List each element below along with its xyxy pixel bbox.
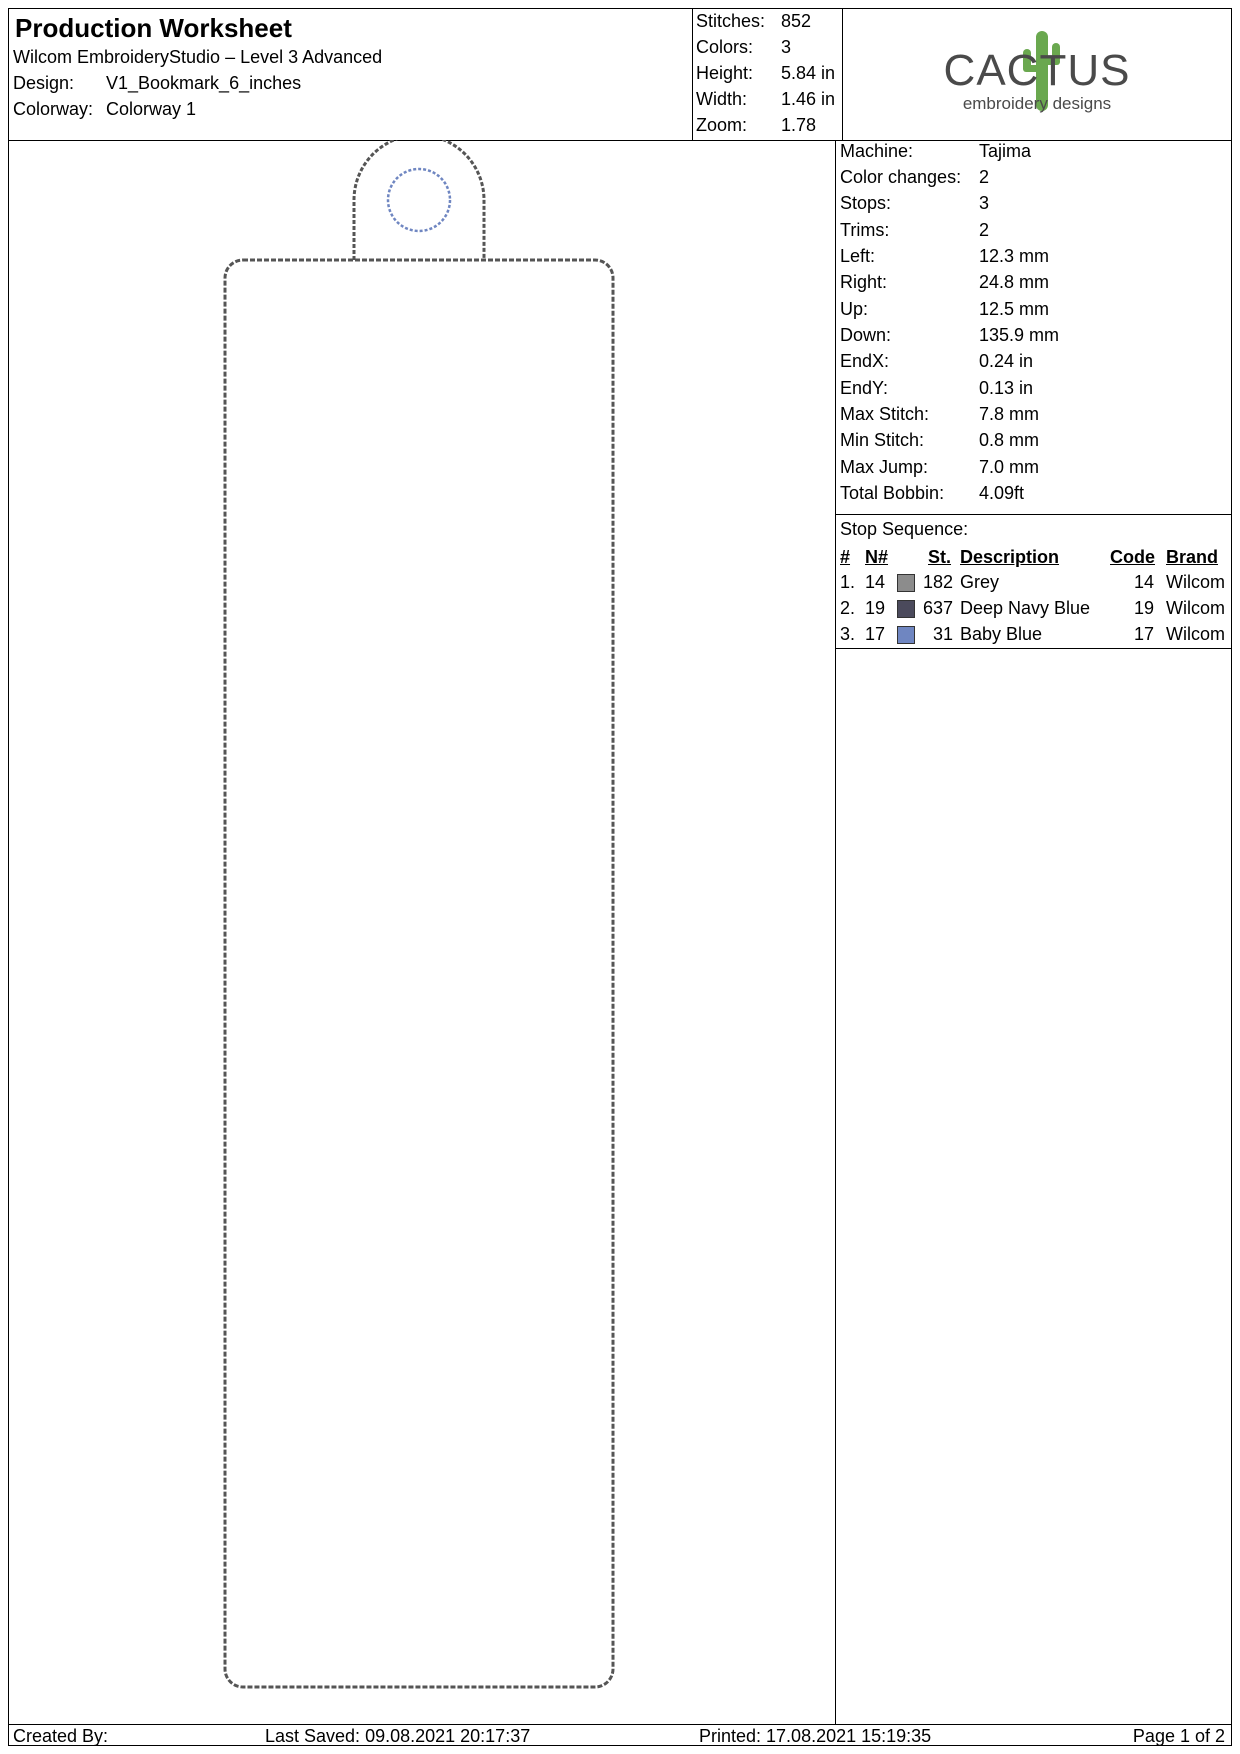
- spec-color-changes: Color changes: 2: [840, 167, 990, 187]
- footer-created-by: Created By:: [13, 1726, 109, 1746]
- row-description: Grey: [960, 572, 1000, 592]
- row-needle: 19: [865, 598, 886, 618]
- spec-machine: Machine: Tajima: [840, 141, 1032, 161]
- worksheet-page: [8, 8, 1232, 1746]
- row-brand: Wilcom: [1166, 624, 1225, 644]
- metric-label: Height:: [696, 63, 754, 83]
- header-info: [9, 9, 693, 140]
- metric-height: [696, 63, 836, 84]
- header: [9, 9, 1231, 141]
- row-num: 1.: [840, 572, 856, 592]
- spec-endy: EndY: 0.13 in: [840, 378, 1034, 398]
- cactus-logo: [843, 9, 1231, 140]
- color-swatch: [897, 574, 915, 592]
- spec-min-stitch: Min Stitch: 0.8 mm: [840, 430, 1040, 450]
- spec-left: Left: 12.3 mm: [840, 246, 1050, 266]
- design-preview: [9, 140, 835, 1724]
- spec-trims: Trims: 2: [840, 220, 990, 240]
- metric-value: 852: [781, 11, 812, 31]
- metric-value: 5.84 in: [781, 63, 836, 83]
- col-header-brand: Brand: [1166, 547, 1219, 567]
- colorway-label: Colorway:: [13, 99, 94, 119]
- row-brand: Wilcom: [1166, 598, 1225, 618]
- spec-max-jump: Max Jump: 7.0 mm: [840, 457, 1040, 477]
- colorway-value: Colorway 1: [106, 99, 197, 119]
- metric-label: Colors:: [696, 37, 754, 57]
- metric-value: 1.78: [781, 115, 817, 135]
- color-swatch: [897, 626, 915, 644]
- spec-max-stitch: Max Stitch: 7.8 mm: [840, 404, 1040, 424]
- spec-total-bobbin: Total Bobbin: 4.09ft: [840, 483, 1025, 503]
- row-stitches: 637: [922, 598, 953, 618]
- row-code: 17: [1133, 624, 1154, 644]
- row-code: 19: [1133, 598, 1154, 618]
- spec-down: Down: 135.9 mm: [840, 325, 1060, 345]
- design-value: V1_Bookmark_6_inches: [106, 73, 302, 93]
- design-label: Design:: [13, 73, 75, 93]
- metric-label: Stitches:: [696, 11, 766, 31]
- metric-value: 1.46 in: [781, 89, 836, 109]
- row-stitches: 182: [922, 572, 953, 592]
- col-header-st: St.: [928, 547, 952, 567]
- eyelet-circle: [388, 169, 450, 231]
- row-description: Baby Blue: [960, 624, 1043, 644]
- spec-stops: Stops: 3: [840, 193, 990, 213]
- metric-width: [696, 89, 836, 110]
- row-needle: 17: [865, 624, 886, 644]
- footer: [9, 1724, 1231, 1747]
- logo-tagline: embroidery designs: [962, 94, 1112, 113]
- metric-label: Zoom:: [696, 115, 748, 135]
- row-brand: Wilcom: [1166, 572, 1225, 592]
- metric-colors: [696, 37, 792, 58]
- footer-printed: Printed: 17.08.2021 15:19:35: [699, 1726, 932, 1746]
- footer-page-number: Page 1 of 2: [1132, 1726, 1225, 1746]
- page-title: Production Worksheet: [15, 13, 292, 43]
- design-row: [13, 73, 302, 94]
- specs-panel: [835, 140, 1232, 1725]
- bookmark-outline: [9, 140, 835, 1724]
- logo-word: CACTUS: [943, 46, 1131, 95]
- tab-outline: [354, 140, 484, 260]
- row-num: 3.: [840, 624, 856, 644]
- col-header-description: Description: [960, 547, 1060, 567]
- col-header-code: Code: [1110, 547, 1155, 567]
- footer-last-saved: Last Saved: 09.08.2021 20:17:37: [265, 1726, 531, 1746]
- metric-stitches: [696, 11, 812, 32]
- col-header-n: N#: [865, 547, 889, 567]
- brand-logo: [843, 9, 1231, 140]
- row-num: 2.: [840, 598, 856, 618]
- row-needle: 14: [865, 572, 886, 592]
- header-metrics: [692, 9, 843, 140]
- colorway-row: [13, 99, 197, 120]
- stop-sequence: [836, 514, 1232, 649]
- color-swatch: [897, 600, 915, 618]
- metric-value: 3: [781, 37, 792, 57]
- row-description: Deep Navy Blue: [960, 598, 1091, 618]
- col-header-num: #: [840, 547, 851, 567]
- row-stitches: 31: [932, 624, 953, 644]
- spec-endx: EndX: 0.24 in: [840, 351, 1034, 371]
- row-code: 14: [1133, 572, 1154, 592]
- bookmark-body-outline: [225, 260, 613, 1687]
- spec-right: Right: 24.8 mm: [840, 272, 1050, 292]
- stop-sequence-title: Stop Sequence:: [840, 519, 969, 539]
- metric-label: Width:: [696, 89, 748, 109]
- metric-zoom: [696, 115, 817, 136]
- spec-up: Up: 12.5 mm: [840, 299, 1050, 319]
- software-name: Wilcom EmbroideryStudio – Level 3 Advanced: [13, 47, 383, 67]
